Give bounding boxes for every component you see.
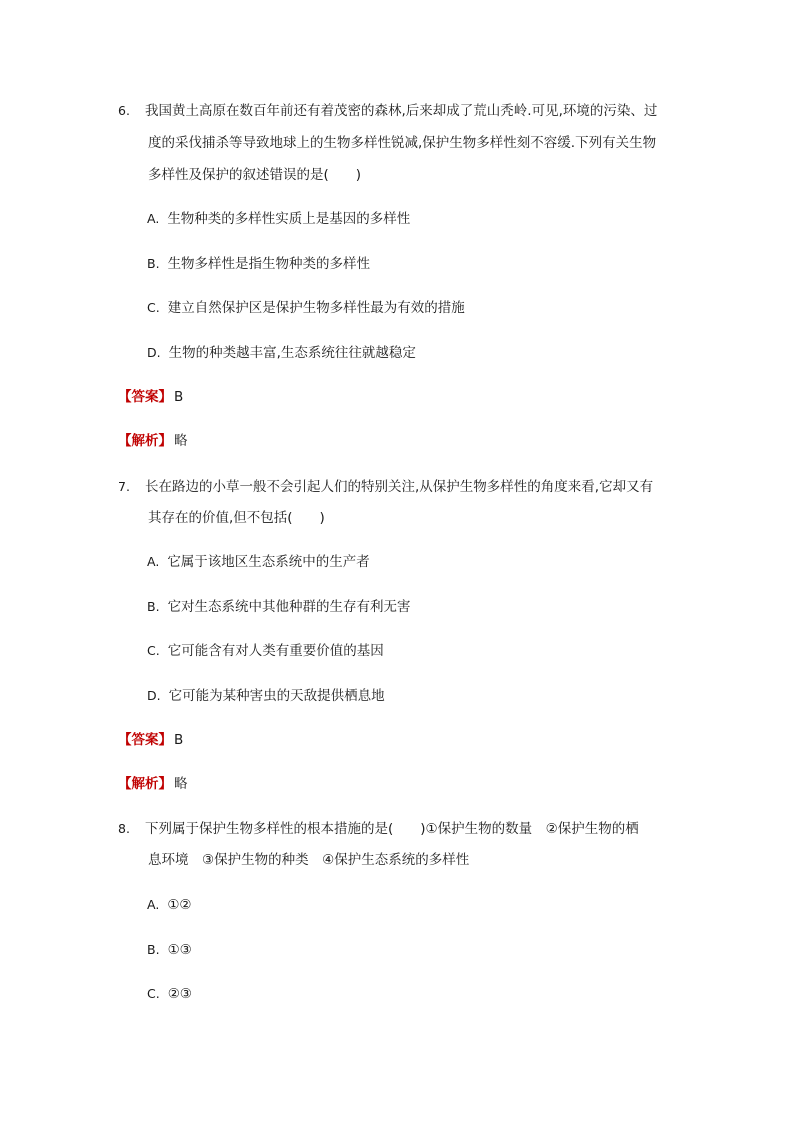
option-text: 生物种类的多样性实质上是基因的多样性 (167, 211, 411, 227)
option-text: ②③ (167, 986, 192, 1002)
option-letter: C. (147, 300, 160, 315)
option-text: 它属于该地区生态系统中的生产者 (167, 554, 370, 570)
option-letter: C. (147, 986, 160, 1001)
option-letter: D. (147, 688, 161, 703)
option-letter: A. (147, 554, 160, 569)
option-letter: D. (147, 345, 161, 360)
question-8-number: 8. (118, 821, 130, 836)
question-7-answer (118, 730, 183, 750)
question-6-line-1: 我国黄土高原在数百年前还有着茂密的森林,后来却成了荒山秃岭.可见,环境的污染、过 (145, 103, 658, 119)
question-7-number: 7. (118, 479, 130, 494)
question-6-analysis (118, 431, 188, 451)
bracket-open: 【 (118, 389, 132, 405)
analysis-value: 略 (174, 433, 188, 449)
option-letter: A. (147, 897, 160, 912)
question-7-option-d (147, 686, 385, 706)
analysis-value: 略 (174, 776, 188, 792)
question-7-line-2: 其存在的价值,但不包括( ) (148, 510, 325, 526)
answer-label: 答案 (131, 389, 159, 405)
option-text: ①③ (167, 942, 192, 958)
question-6-option-d (147, 343, 416, 363)
question-6-option-a (147, 209, 410, 229)
answer-label: 答案 (131, 732, 159, 748)
option-text: ①② (167, 897, 192, 913)
option-letter: B. (147, 256, 160, 271)
bracket-close: 】 (158, 433, 172, 449)
question-6-line-3: 多样性及保护的叙述错误的是( ) (148, 167, 362, 183)
question-6-option-c (147, 298, 465, 318)
question-6-answer (118, 387, 183, 407)
bracket-open: 【 (118, 776, 132, 792)
bracket-close: 】 (158, 732, 172, 748)
option-letter: B. (147, 599, 160, 614)
question-6-line-2: 度的采伐捕杀等导致地球上的生物多样性锐减,保护生物多样性刻不容缓.下列有关生物 (148, 135, 657, 151)
option-text: 生物的种类越丰富,生态系统往往就越稳定 (168, 345, 416, 361)
question-8-option-a (147, 895, 192, 915)
question-7-analysis (118, 774, 188, 794)
question-8-option-c (147, 984, 192, 1004)
answer-value: B (174, 732, 184, 748)
option-text: 它可能为某种害虫的天敌提供栖息地 (168, 688, 385, 704)
analysis-label: 解析 (131, 776, 159, 792)
option-text: 它可能含有对人类有重要价值的基因 (167, 643, 384, 659)
option-letter: B. (147, 942, 160, 957)
bracket-open: 【 (118, 433, 132, 449)
question-7-line-1: 长在路边的小草一般不会引起人们的特别关注,从保护生物多样性的角度来看,它却又有 (145, 479, 654, 495)
option-text: 它对生态系统中其他种群的生存有利无害 (167, 599, 411, 615)
question-7-option-a (147, 552, 370, 572)
analysis-label: 解析 (131, 433, 159, 449)
question-6-option-b (147, 254, 370, 274)
option-letter: A. (147, 211, 160, 226)
question-8-line-2: 息环境 ③保护生物的种类 ④保护生态系统的多样性 (148, 852, 470, 868)
option-text: 生物多样性是指生物种类的多样性 (167, 256, 371, 272)
option-letter: C. (147, 643, 160, 658)
question-7-option-c (147, 641, 384, 661)
question-7-option-b (147, 597, 411, 617)
answer-value: B (174, 389, 184, 405)
bracket-close: 】 (158, 776, 172, 792)
option-text: 建立自然保护区是保护生物多样性最为有效的措施 (167, 300, 465, 316)
question-8-line-1: 下列属于保护生物多样性的根本措施的是( )①保护生物的数量 ②保护生物的栖 (145, 821, 639, 837)
question-6-number: 6. (118, 103, 130, 118)
question-8-option-b (147, 940, 192, 960)
bracket-close: 】 (158, 389, 172, 405)
bracket-open: 【 (118, 732, 132, 748)
